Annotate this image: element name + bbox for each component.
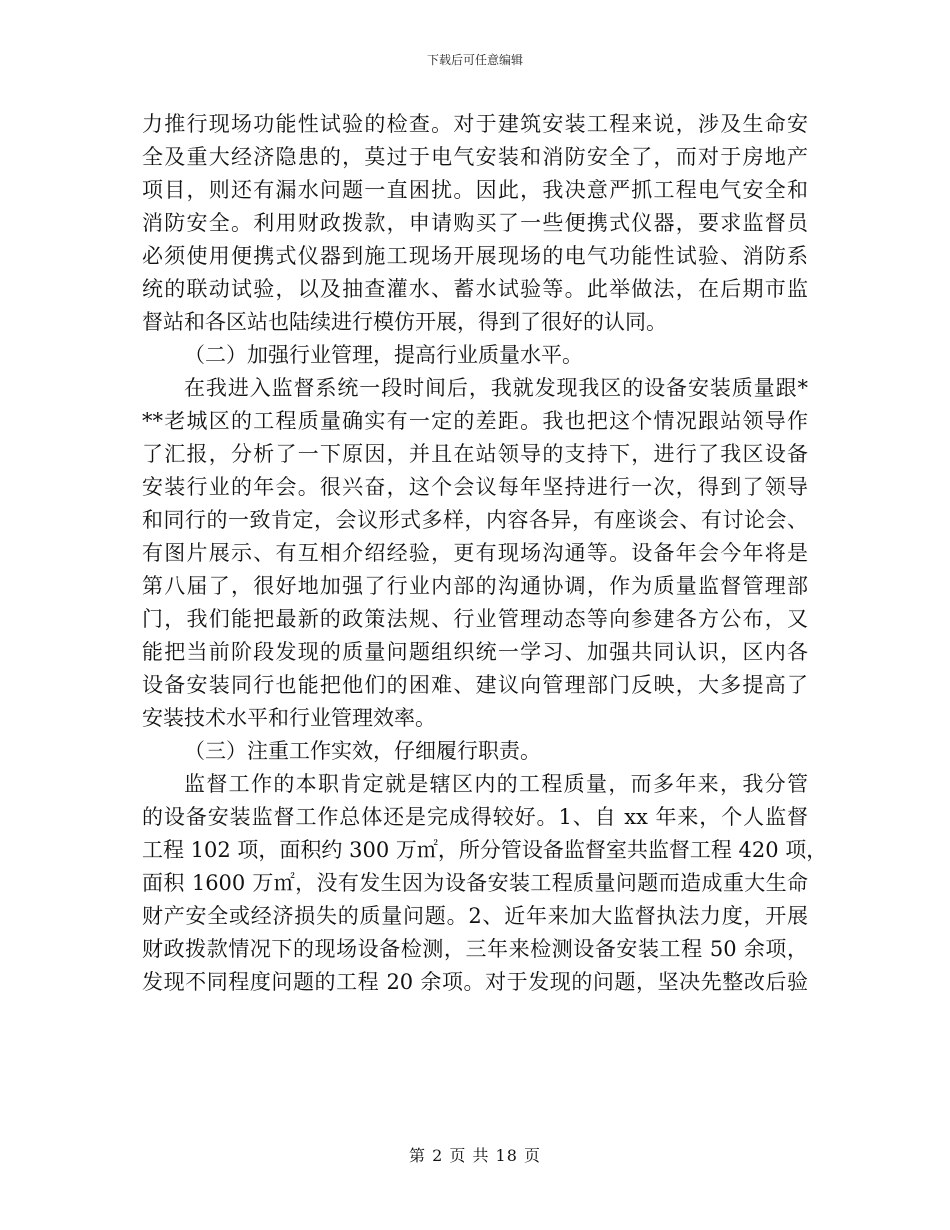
body-text-line: 项目，则还有漏水问题一直困扰。因此，我决意严抓工程电气安全和 [142, 178, 808, 202]
body-text-line: 统的联动试验，以及抽查灌水、蓄水试验等。此举做法，在后期市监 [142, 277, 808, 301]
body-text-line: 的设备安装监督工作总体还是完成得较好。1、自 xx 年来，个人监督 [142, 805, 808, 829]
body-text-line: （三）注重工作实效，仔细履行职责。 [184, 739, 541, 763]
body-text-line: 力推行现场功能性试验的检查。对于建筑安装工程来说，涉及生命安 [142, 112, 808, 136]
page-header: 下载后可任意编辑 [426, 53, 523, 67]
body-text-line: 面积 1600 万㎡，没有发生因为设备安装工程质量问题而造成重大生命 [142, 871, 808, 895]
body-text-line: 安装技术水平和行业管理效率。 [142, 706, 436, 730]
body-text-line: （二）加强行业管理，提高行业质量水平。 [184, 343, 583, 367]
body-text-line: 能把当前阶段发现的质量问题组织统一学习、加强共同认识，区内各 [142, 640, 808, 664]
body-text-line: 监督工作的本职肯定就是辖区内的工程质量，而多年来，我分管 [184, 772, 808, 796]
body-text-line: 了汇报，分析了一下原因，并且在站领导的支持下，进行了我区设备 [142, 442, 808, 466]
body-text-line: **老城区的工程质量确实有一定的差距。我也把这个情况跟站领导作 [142, 409, 808, 433]
body-text-line: 设备安装同行也能把他们的困难、建议向管理部门反映，大多提高了 [142, 673, 808, 697]
body-text-line: 门，我们能把最新的政策法规、行业管理动态等向参建各方公布，又 [142, 607, 808, 631]
body-text-line: 消防安全。利用财政拨款，申请购买了一些便携式仪器，要求监督员 [142, 211, 808, 235]
body-text-line: 在我进入监督系统一段时间后，我就发现我区的设备安装质量跟* [184, 376, 808, 400]
body-text-line: 安装行业的年会。很兴奋，这个会议每年坚持进行一次，得到了领导 [142, 475, 808, 499]
body-text-line: 财产安全或经济损失的质量问题。2、近年来加大监督执法力度，开展 [142, 904, 808, 928]
body-text-line: 第八届了，很好地加强了行业内部的沟通协调，作为质量监督管理部 [142, 574, 808, 598]
body-text-line: 全及重大经济隐患的，莫过于电气安装和消防安全了，而对于房地产 [142, 145, 808, 169]
body-text-line: 督站和各区站也陆续进行模仿开展，得到了很好的认同。 [142, 310, 667, 334]
page-number-footer: 第 2 页 共 18 页 [409, 1146, 541, 1165]
body-text-line: 财政拨款情况下的现场设备检测，三年来检测设备安装工程 50 余项， [142, 937, 808, 961]
body-text-line: 必须使用便携式仪器到施工现场开展现场的电气功能性试验、消防系 [142, 244, 808, 268]
body-text-line: 发现不同程度问题的工程 20 余项。对于发现的问题，坚决先整改后验 [142, 970, 808, 994]
document-body [142, 108, 828, 999]
body-text-line: 和同行的一致肯定，会议形式多样，内容各异，有座谈会、有讨论会、 [142, 508, 808, 532]
body-text-line: 工程 102 项，面积约 300 万㎡，所分管设备监督室共监督工程 420 项， [142, 838, 828, 862]
body-text-line: 有图片展示、有互相介绍经验，更有现场沟通等。设备年会今年将是 [142, 541, 808, 565]
